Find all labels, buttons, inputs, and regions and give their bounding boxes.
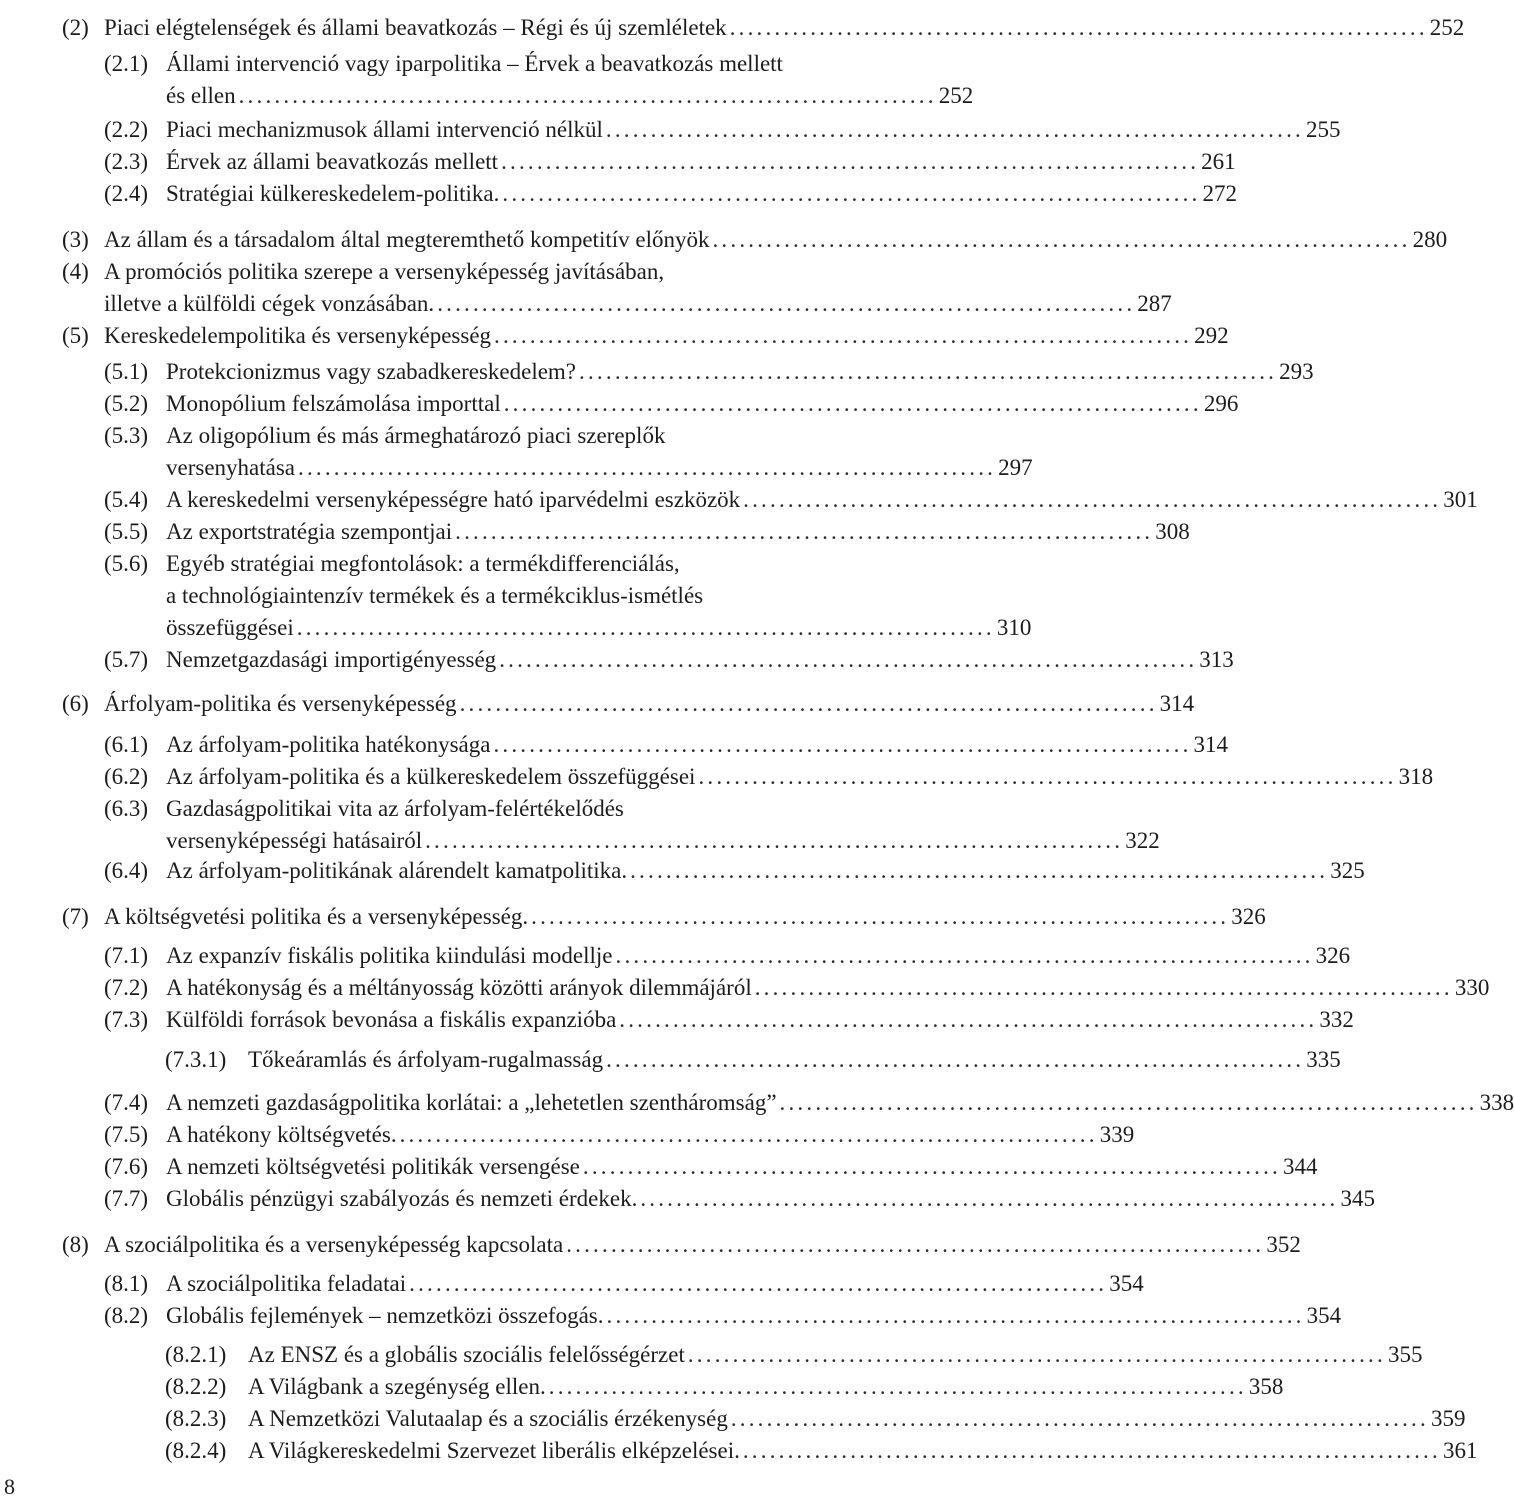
toc-entry-page: 326 [1231, 904, 1266, 929]
dot-leader: .............................................................................. [615, 943, 1314, 968]
toc-entry-number: (2.4) [104, 181, 149, 206]
toc-entry-title: A Világkereskedelmi Szervezet liberális elképzelései. [248, 1438, 740, 1463]
toc-entry-page: 344 [1283, 1154, 1318, 1179]
toc-entry-page: 318 [1398, 764, 1434, 789]
dot-leader: .............................................................................. [712, 227, 1411, 252]
toc-entry-number: (6.4) [104, 858, 149, 883]
toc-entry-title: és ellen [166, 83, 236, 108]
toc-entry-title: A nemzeti költségvetési politikák versengése [166, 1154, 580, 1179]
toc-entry-number: (8.2.3) [165, 1406, 227, 1431]
toc-entry-title: Az állam és a társadalom által megteremthető kompetitív előnyök [104, 227, 710, 252]
toc-entry-title: versenyképességi hatásairól [166, 828, 423, 853]
toc-entry-page: 326 [1315, 943, 1351, 968]
dot-leader: .............................................................................. [238, 83, 937, 108]
dot-leader: .............................................................................. [494, 323, 1193, 348]
toc-entry-title: illetve a külföldi cégek vonzásában. [104, 291, 435, 316]
toc-entry-title: Árfolyam-politika és versenyképesség [104, 691, 457, 716]
dot-leader: .............................................................................. [296, 615, 995, 640]
dot-leader: .............................................................................. [687, 1342, 1386, 1367]
toc-entry-page: 354 [1306, 1303, 1342, 1328]
dot-leader: .............................................................................. [630, 858, 1329, 883]
toc-entry-number: (7.3) [104, 1007, 149, 1032]
dot-leader: .............................................................................. [298, 455, 997, 480]
toc-entry-page: 296 [1203, 391, 1239, 416]
toc-entry-title: A szociálpolitika és a versenyképesség kapcsolata [104, 1232, 564, 1257]
toc-entry-page: 314 [1159, 691, 1195, 716]
toc-entry-title: A nemzeti gazdaságpolitika korlátai: a „lehetetlen szentháromság” [166, 1090, 777, 1115]
toc-entry-title: Érvek az állami beavatkozás mellett [166, 149, 499, 174]
toc-entry-title: A hatékony költségvetés. [166, 1122, 397, 1147]
toc-entry-number: (3) [62, 227, 89, 252]
toc-entry-number: (5) [62, 323, 89, 348]
dot-leader: .............................................................................. [503, 391, 1202, 416]
dot-leader: .............................................................................. [531, 904, 1230, 929]
dot-leader: .............................................................................. [606, 1047, 1305, 1072]
toc-entry-number: (7.7) [104, 1186, 149, 1211]
toc-entry-title: Az exportstratégia szempontjai [166, 519, 453, 544]
dot-leader: .............................................................................. [548, 1374, 1247, 1399]
toc-entry-number: (2.2) [104, 117, 149, 142]
toc-entry-title: Globális fejlemények – nemzetközi összefogás. [166, 1303, 604, 1328]
toc-entry-number: (7.5) [104, 1122, 149, 1147]
toc-entry-page: 335 [1306, 1047, 1341, 1072]
toc-entry-page: 325 [1330, 858, 1365, 883]
toc-entry-title: Az árfolyam-politika hatékonysága [166, 732, 491, 757]
toc-entry-page: 359 [1430, 1406, 1466, 1431]
toc-entry-page: 361 [1442, 1438, 1478, 1463]
dot-leader: .............................................................................. [729, 15, 1428, 40]
toc-entry-page: 338 [1479, 1090, 1514, 1115]
toc-entry-title: A szociálpolitika feladatai [166, 1271, 407, 1296]
dot-leader: .............................................................................. [502, 181, 1201, 206]
toc-entry-title: Kereskedelempolitika és versenyképesség [104, 323, 492, 348]
dot-leader: .............................................................................. [606, 1303, 1305, 1328]
toc-entry-title: Állami intervenció vagy iparpolitika – Érvek a beavatkozás mellett [166, 51, 783, 76]
toc-entry-number: (8) [62, 1232, 89, 1257]
toc-entry-title: A költségvetési politika és a versenyképesség. [104, 904, 529, 929]
toc-entry-title: Tőkeáramlás és árfolyam-rugalmasság [248, 1047, 604, 1072]
dot-leader: .............................................................................. [455, 519, 1154, 544]
toc-entry-number: (8.2.2) [165, 1374, 227, 1399]
toc-entry-page: 355 [1387, 1342, 1423, 1367]
toc-entry-title: Stratégiai külkereskedelem-politika. [166, 181, 500, 206]
toc-entry-page: 301 [1443, 487, 1478, 512]
toc-entry-number: (2.1) [104, 51, 149, 76]
toc-entry-number: (6.2) [104, 764, 149, 789]
dot-leader: .............................................................................. [730, 1406, 1429, 1431]
dot-leader: .............................................................................. [459, 691, 1158, 716]
page-number: 8 [4, 1474, 15, 1499]
toc-entry-number: (2.3) [104, 149, 149, 174]
dot-leader: .............................................................................. [779, 1090, 1478, 1115]
toc-entry-number: (8.2.1) [165, 1342, 227, 1367]
toc-entry-number: (8.2) [104, 1303, 149, 1328]
toc-entry-page: 308 [1155, 519, 1190, 544]
toc-entry-title: Az árfolyam-politika és a külkereskedelem összefüggései [166, 764, 696, 789]
toc-entry-page: 280 [1412, 227, 1448, 252]
toc-entry-page: 297 [998, 455, 1033, 480]
toc-entry-page: 293 [1279, 359, 1314, 384]
toc-entry-page: 255 [1305, 117, 1341, 142]
toc-entry-page: 292 [1194, 323, 1229, 348]
toc-entry-number: (5.4) [104, 487, 149, 512]
toc-entry-page: 332 [1319, 1007, 1354, 1032]
toc-entry-number: (7.3.1) [165, 1047, 227, 1072]
dot-leader: .............................................................................. [579, 359, 1278, 384]
toc-entry-page: 310 [996, 615, 1032, 640]
toc-entry-title: összefüggései [166, 615, 294, 640]
dot-leader: .............................................................................. [619, 1007, 1318, 1032]
toc-entry-number: (4) [62, 259, 89, 284]
toc-entry-number: (7.2) [104, 975, 149, 1000]
toc-entry-title: Külföldi források bevonása a fiskális expanzióba [166, 1007, 617, 1032]
toc-entry-number: (8.1) [104, 1271, 149, 1296]
toc-entry-number: (2) [62, 15, 89, 40]
dot-leader: .............................................................................. [698, 764, 1397, 789]
toc-entry-title: Egyéb stratégiai megfontolások: a termékdifferenciálás, [166, 551, 680, 576]
toc-entry-title: a technológiaintenzív termékek és a termékciklus-ismétlés [166, 583, 704, 608]
toc-entry-page: 330 [1454, 975, 1490, 1000]
toc-entry-number: (7.4) [104, 1090, 149, 1115]
toc-entry-page: 272 [1202, 181, 1237, 206]
toc-entry-page: 314 [1193, 732, 1229, 757]
toc-entry-number: (8.2.4) [165, 1438, 227, 1463]
toc-entry-page: 287 [1137, 291, 1172, 316]
toc-entry-title: Az expanzív fiskális politika kiindulási modellje [166, 943, 613, 968]
toc-entry-title: Monopólium felszámolása importtal [166, 391, 501, 416]
toc-entry-title: Nemzetgazdasági importigényesség [166, 647, 497, 672]
dot-leader: .............................................................................. [501, 149, 1200, 174]
toc-entry-page: 352 [1266, 1232, 1301, 1257]
dot-leader: .............................................................................. [425, 828, 1124, 853]
toc-entry-number: (5.1) [104, 359, 149, 384]
toc-entry-page: 252 [1429, 15, 1465, 40]
toc-entry-number: (5.2) [104, 391, 149, 416]
dot-leader: .............................................................................. [409, 1271, 1108, 1296]
toc-entry-title: A kereskedelmi versenyképességre ható iparvédelmi eszközök [166, 487, 741, 512]
dot-leader: .............................................................................. [742, 1438, 1441, 1463]
toc-entry-page: 252 [938, 83, 974, 108]
toc-entry-title: Az ENSZ és a globális szociális felelősségérzet [248, 1342, 685, 1367]
dot-leader: .............................................................................. [754, 975, 1453, 1000]
toc-entry-title: A hatékonyság és a méltányosság közötti arányok dilemmájáról [166, 975, 752, 1000]
dot-leader: .............................................................................. [743, 487, 1442, 512]
toc-entry-title: Piaci mechanizmusok állami intervenció nélkül [166, 117, 603, 142]
toc-entry-title: Az árfolyam-politikának alárendelt kamatpolitika. [166, 858, 628, 883]
toc-entry-number: (5.6) [104, 551, 149, 576]
toc-entry-title: Az oligopólium és más ármeghatározó piaci szereplők [166, 423, 666, 448]
toc-entry-number: (5.7) [104, 647, 149, 672]
toc-entry-number: (6.1) [104, 732, 149, 757]
toc-entry-title: A Nemzetközi Valutaalap és a szociális érzékenység [248, 1406, 728, 1431]
toc-entry-number: (5.5) [104, 519, 149, 544]
toc-entry-number: (6.3) [104, 796, 149, 821]
toc-entry-page: 339 [1099, 1122, 1135, 1147]
toc-entry-page: 354 [1109, 1271, 1144, 1296]
toc-entry-page: 322 [1125, 828, 1160, 853]
dot-leader: .............................................................................. [582, 1154, 1281, 1179]
toc-entry-number: (7.1) [104, 943, 149, 968]
dot-leader: .............................................................................. [605, 117, 1304, 142]
toc-entry-title: Gazdaságpolitikai vita az árfolyam-felértékelődés [166, 796, 624, 821]
toc-entry-number: (5.3) [104, 423, 149, 448]
toc-entry-title: versenyhatása [166, 455, 295, 480]
toc-entry-title: Protekcionizmus vagy szabadkereskedelem? [166, 359, 577, 384]
dot-leader: .............................................................................. [399, 1122, 1098, 1147]
dot-leader: .............................................................................. [493, 732, 1192, 757]
toc-entry-title: Piaci elégtelenségek és állami beavatkozás – Régi és új szemléletek [104, 15, 727, 40]
toc-entry-number: (7) [62, 904, 89, 929]
toc-entry-title: Globális pénzügyi szabályozás és nemzeti érdekek. [166, 1186, 638, 1211]
toc-entry-page: 313 [1199, 647, 1234, 672]
dot-leader: .............................................................................. [499, 647, 1198, 672]
toc-entry-page: 358 [1248, 1374, 1284, 1399]
dot-leader: .............................................................................. [640, 1186, 1339, 1211]
toc-entry-number: (6) [62, 691, 89, 716]
dot-leader: .............................................................................. [566, 1232, 1265, 1257]
dot-leader: .............................................................................. [437, 291, 1136, 316]
toc-entry-title: A Világbank a szegénység ellen. [248, 1374, 546, 1399]
toc-entry-title: A promóciós politika szerepe a versenyképesség javításában, [104, 259, 665, 284]
toc-entry-number: (7.6) [104, 1154, 149, 1179]
toc-entry-page: 345 [1340, 1186, 1375, 1211]
toc-entry-page: 261 [1201, 149, 1236, 174]
